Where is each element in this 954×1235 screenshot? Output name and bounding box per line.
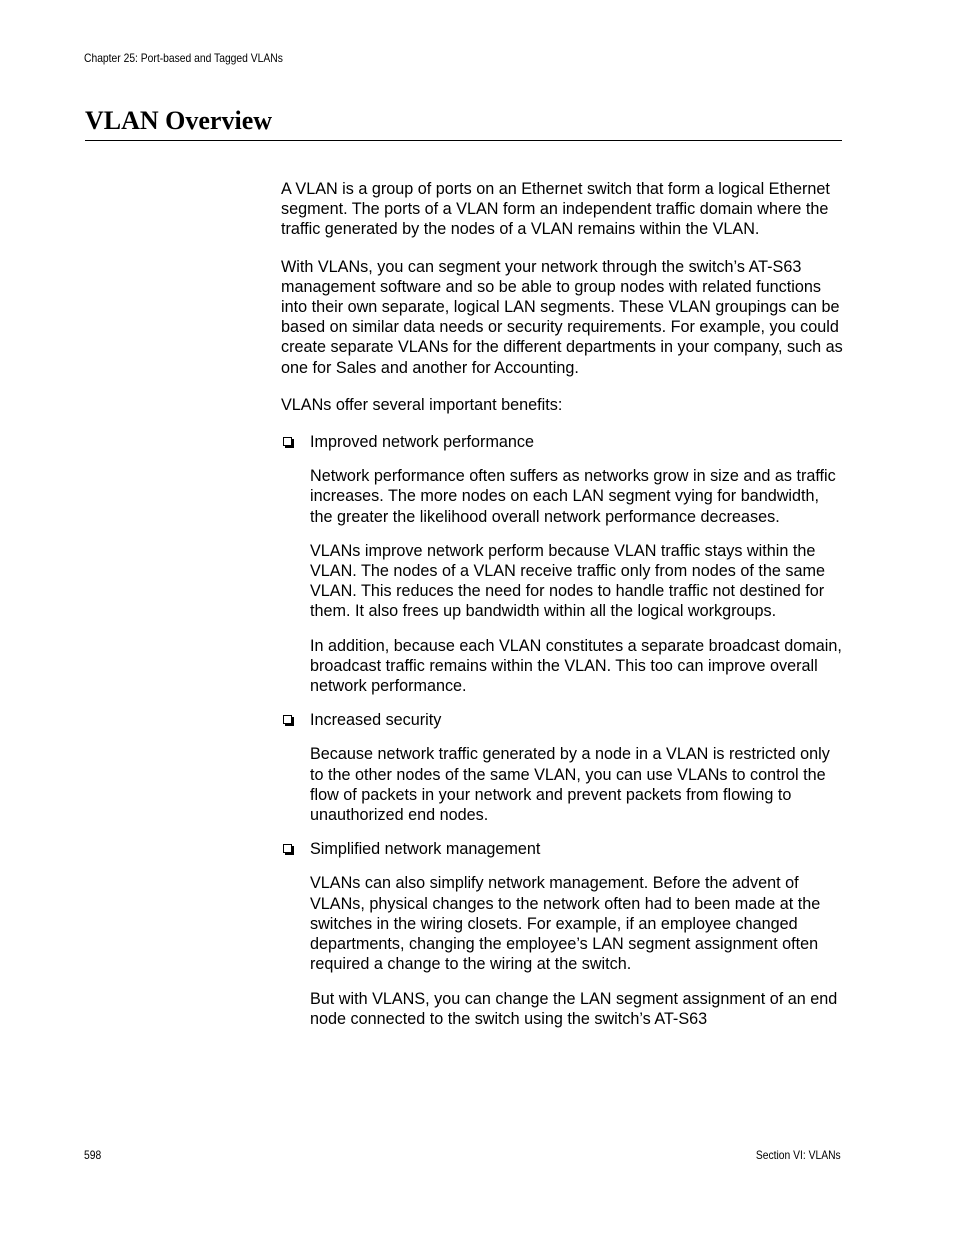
intro-paragraph: VLANs offer several important benefits: [281,395,563,414]
benefit-item [281,432,843,452]
footer-section: Section VI: VLANs [756,1148,841,1162]
checkbox-bullet-icon [283,437,292,446]
section-title: VLAN Overview [85,106,273,135]
benefit-paragraph: VLANs improve network perform because VLAN traffic stays within the VLAN. The nodes of a VLAN receive traffic only from nodes of the same VLAN. This reduces the need for nodes to handle traffic not destined for them. It also frees up bandwidth within all the logical workgroups. [310,541,825,621]
benefit-item [281,710,843,730]
checkbox-bullet-icon [283,844,292,853]
benefit-paragraph: But with VLANS, you can change the LAN segment assignment of an end node connected to the switch using the switch’s AT-S63 [310,989,838,1028]
benefit-paragraph: VLANs can also simplify network management. Before the advent of VLANs, physical changes to the network often had to been made at the switches in the wiring closets. For example, if an employee changed departments, changing the employee’s LAN segment assignment often required a change to the wiring at the switch. [310,874,821,974]
body-content [281,179,843,1043]
benefit-title: Simplified network management [310,840,541,859]
benefit-item [281,839,843,859]
benefit-paragraph: In addition, because each VLAN constitutes a separate broadcast domain, broadcast traffic remains within the VLAN. This too can improve overall network performance. [310,636,842,696]
checkbox-bullet-icon [283,715,292,724]
title-rule [85,140,842,141]
benefit-paragraph: Because network traffic generated by a node in a VLAN is restricted only to the other nodes of the same VLAN, you can use VLANs to control the flow of packets in your network and prevent packets from flowing to unauthorized end nodes. [310,745,830,825]
intro-paragraph: A VLAN is a group of ports on an Ethernet switch that form a logical Ethernet segment. The ports of a VLAN form an independent traffic domain where the traffic generated by the nodes of a VLAN remains within the VLAN. [281,180,830,239]
benefit-paragraph: Network performance often suffers as networks grow in size and as traffic increases. The more nodes on each LAN segment vying for bandwidth, the greater the likelihood overall network performance decreases. [310,467,836,526]
running-header: Chapter 25: Port-based and Tagged VLANs [84,51,283,65]
intro-paragraph: With VLANs, you can segment your network through the switch’s AT-S63 management software and so be able to group nodes with related functions into their own separate, logical LAN segments. These VLAN groupings can be based on similar data needs or security requirements. For example, you could create separate VLANs for the different departments in your company, such as one for Sales and another for Accounting. [281,257,843,377]
benefit-title: Improved network performance [310,433,535,452]
page-number: 598 [84,1148,102,1162]
benefit-title: Increased security [310,711,442,730]
